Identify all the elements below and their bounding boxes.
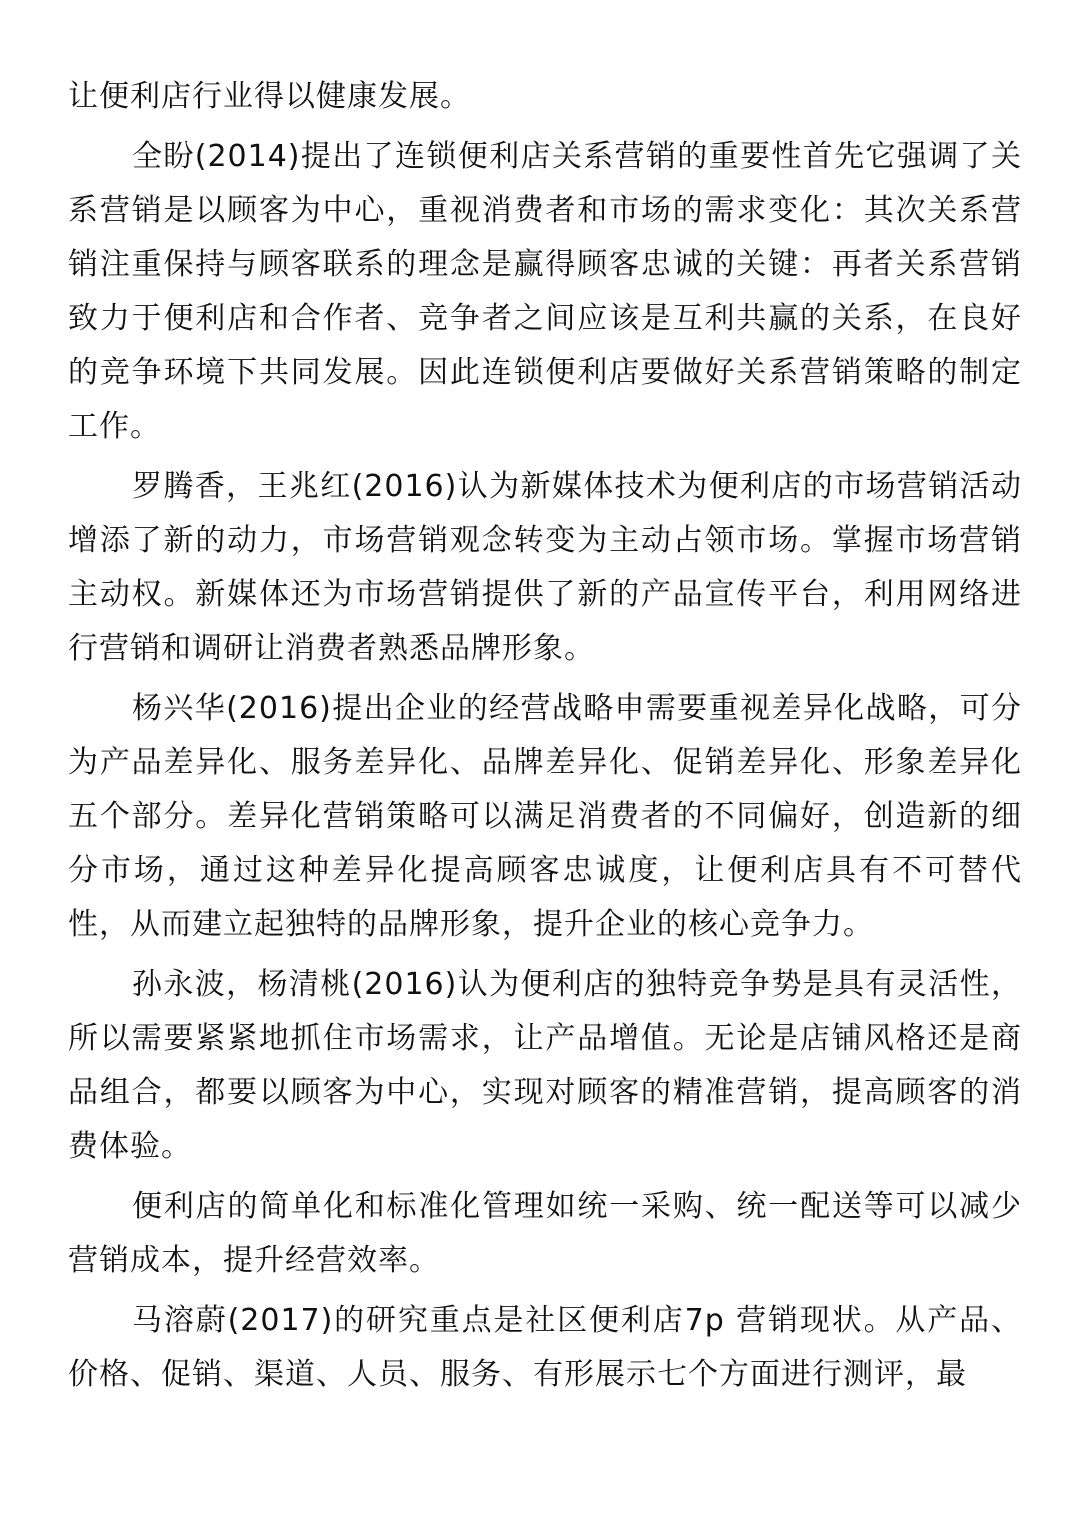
paragraph-standardization: 便利店的简单化和标准化管理如统一采购、统一配送等可以减少营销成本，提升经营效率。 bbox=[68, 1189, 1022, 1278]
paragraph-quan-pan: 全盼(2014)提出了连锁便利店关系营销的重要性首先它强调了关系营销是以顾客为中心，重视消费者和市场的需求变化：其次关系营销注重保持与顾客联系的理念是赢得顾客忠诚的关键：再者关系营销致力于便利店和合作者、竞争者之间应该是互利共赢的关系，在良好的竞争环境下共同发展。因此连锁便利店要做好关系营销策略的制定工作。 bbox=[68, 139, 1022, 444]
paragraph-yang-xinghua: 杨兴华(2016)提出企业的经营战略申需要重视差异化战略，可分为产品差异化、服务差异化、品牌差异化、促销差异化、形象差异化五个部分。差异化营销策略可以满足消费者的不同偏好，创造新的细分市场，通过这种差异化提高顾客忠诚度，让便利店具有不可替代性，从而建立起独特的品牌形象，提升企业的核心竞争力。 bbox=[68, 691, 1022, 942]
paragraph-sun-yongbo: 孙永波，杨清桃(2016)认为便利店的独特竞争势是具有灵活性，所以需要紧紧地抓住市场需求，让产品增值。无论是店铺风格还是商品组合，都要以顾客为中心，实现对顾客的精准营销，提高顾客的消费体验。 bbox=[68, 967, 1022, 1164]
paragraph-continuation: 让便利店行业得以健康发展。 bbox=[68, 79, 471, 114]
paragraph-luo-tengxiang: 罗腾香，王兆红(2016)认为新媒体技术为便利店的市场营销活动增添了新的动力，市场营销观念转变为主动占领市场。掌握市场营销主动权。新媒体还为市场营销提供了新的产品宣传平台，利用网络进行营销和调研让消费者熟悉品牌形象。 bbox=[68, 469, 1022, 666]
paragraph-ma-rongwei: 马溶蔚(2017)的研究重点是社区便利店7p 营销现状。从产品、 价格、促销、渠道、人员、服务、有形展示七个方面进行测评，最 bbox=[68, 1303, 1022, 1392]
